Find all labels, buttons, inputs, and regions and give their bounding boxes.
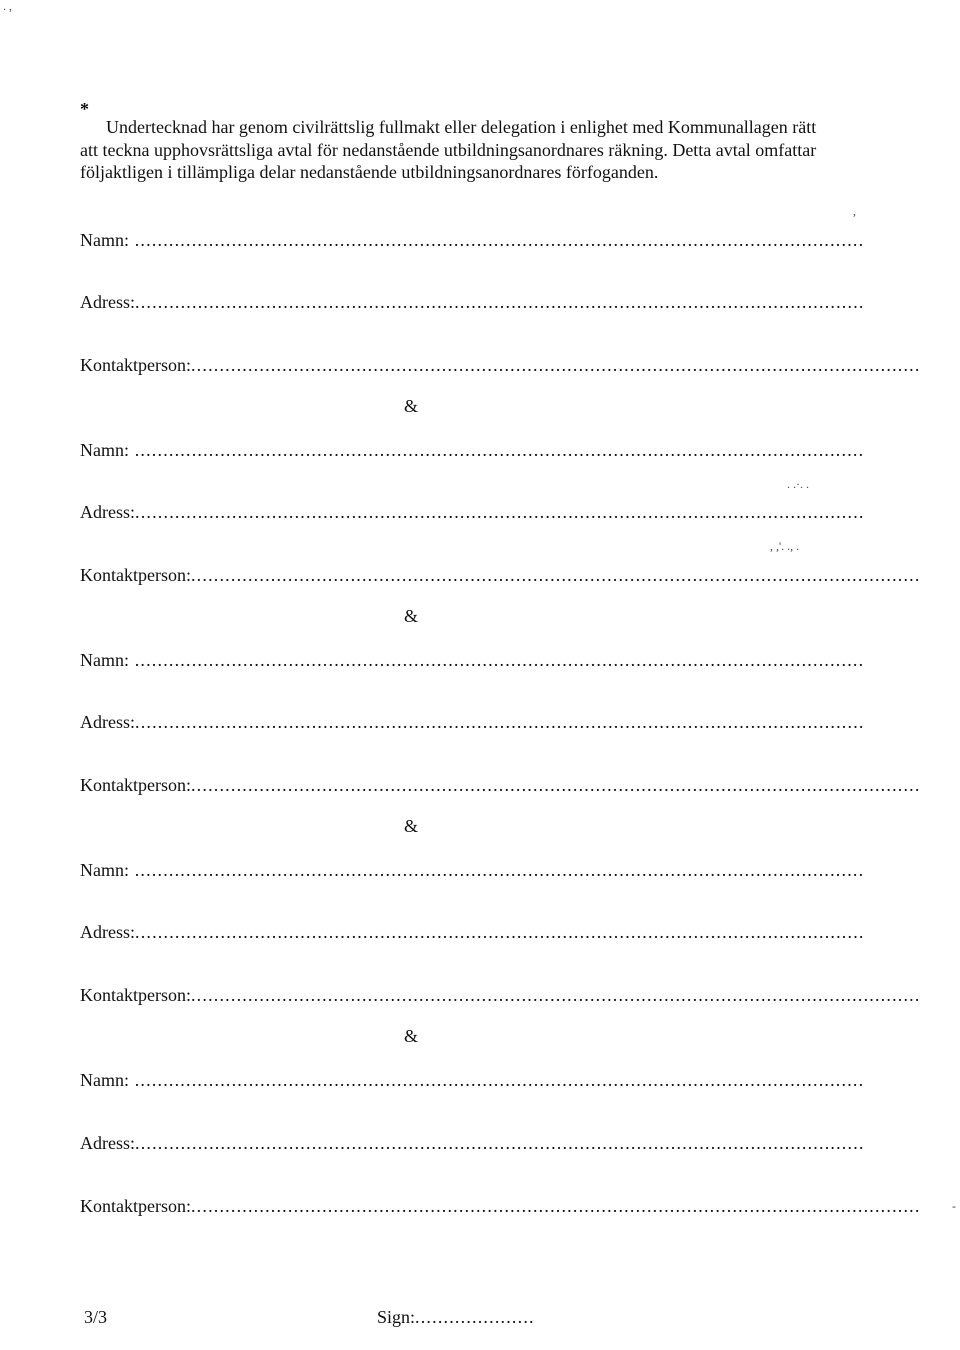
namn-label: Namn: <box>80 230 129 250</box>
kontaktperson-field[interactable] <box>80 564 921 586</box>
namn-label: Namn: <box>80 650 129 670</box>
adress-label: Adress: <box>80 1133 135 1153</box>
fill-in-line: ................................................................................................................................ <box>129 1070 865 1090</box>
adress-label: Adress: <box>80 502 135 522</box>
fill-in-line: ................................................................................................................................ <box>190 1196 921 1216</box>
ampersand-separator: & <box>404 606 419 626</box>
namn-label: Namn: <box>80 860 129 880</box>
adress-field[interactable] <box>80 1132 865 1154</box>
ampersand-separator: & <box>404 816 419 836</box>
ampersand-separator: & <box>404 396 419 416</box>
kontaktperson-label: Kontaktperson: <box>80 775 191 795</box>
intro-line: att teckna upphovsrättsliga avtal för nedanstående utbildningsanordnares räkning. Detta avtal omfattar <box>80 139 817 160</box>
sign-label: Sign: <box>377 1307 416 1327</box>
fill-in-line: ................................................................................................................................ <box>135 712 865 732</box>
adress-field[interactable] <box>80 711 865 733</box>
intro-line: Undertecknad har genom civilrättslig fullmakt eller delegation i enlighet med Kommunallagen rätt <box>106 117 817 137</box>
fill-in-line: ................................................................................................................................ <box>135 292 865 312</box>
fill-in-line: ..................... <box>415 1307 535 1327</box>
fill-in-line: ................................................................................................................................ <box>129 230 865 250</box>
namn-label: Namn: <box>80 440 129 460</box>
adress-field[interactable] <box>80 501 865 523</box>
scan-speck: , ,'. ., . <box>770 539 800 553</box>
fill-in-line: ................................................................................................................................ <box>190 985 921 1005</box>
asterisk-mark: * <box>80 99 89 119</box>
kontaktperson-field[interactable] <box>80 1195 921 1217</box>
namn-field[interactable] <box>80 859 865 881</box>
adress-field[interactable] <box>80 921 865 943</box>
intro-paragraph <box>80 116 880 184</box>
kontaktperson-label: Kontaktperson: <box>80 355 191 375</box>
namn-field[interactable] <box>80 439 865 461</box>
fill-in-line: ................................................................................................................................ <box>129 650 865 670</box>
scan-speck: . , <box>3 0 12 13</box>
fill-in-line: ................................................................................................................................ <box>135 502 865 522</box>
namn-field[interactable] <box>80 1069 865 1091</box>
fill-in-line: ................................................................................................................................ <box>190 355 921 375</box>
adress-label: Adress: <box>80 292 135 312</box>
fill-in-line: ................................................................................................................................ <box>190 565 921 585</box>
kontaktperson-field[interactable] <box>80 984 921 1006</box>
namn-field[interactable] <box>80 649 865 671</box>
fill-in-line: ................................................................................................................................ <box>129 860 865 880</box>
namn-label: Namn: <box>80 1070 129 1090</box>
adress-field[interactable] <box>80 291 865 313</box>
adress-label: Adress: <box>80 922 135 942</box>
scan-speck: - <box>952 1199 956 1213</box>
scan-speck: . .·. . <box>787 477 809 491</box>
intro-line: följaktligen i tillämpliga delar nedanstående utbildningsanordnares förfoganden. <box>80 162 659 182</box>
fill-in-line: ................................................................................................................................ <box>135 922 865 942</box>
kontaktperson-label: Kontaktperson: <box>80 1196 191 1216</box>
fill-in-line: ................................................................................................................................ <box>129 440 865 460</box>
fill-in-line: ................................................................................................................................ <box>135 1133 865 1153</box>
page-number: 3/3 <box>84 1307 108 1327</box>
kontaktperson-label: Kontaktperson: <box>80 985 191 1005</box>
kontaktperson-field[interactable] <box>80 774 921 796</box>
kontaktperson-field[interactable] <box>80 354 921 376</box>
scan-speck: , <box>853 204 856 218</box>
fill-in-line: ................................................................................................................................ <box>190 775 921 795</box>
kontaktperson-label: Kontaktperson: <box>80 565 191 585</box>
ampersand-separator: & <box>404 1026 419 1046</box>
adress-label: Adress: <box>80 712 135 732</box>
sign-field[interactable] <box>377 1306 535 1328</box>
namn-field[interactable] <box>80 229 865 251</box>
